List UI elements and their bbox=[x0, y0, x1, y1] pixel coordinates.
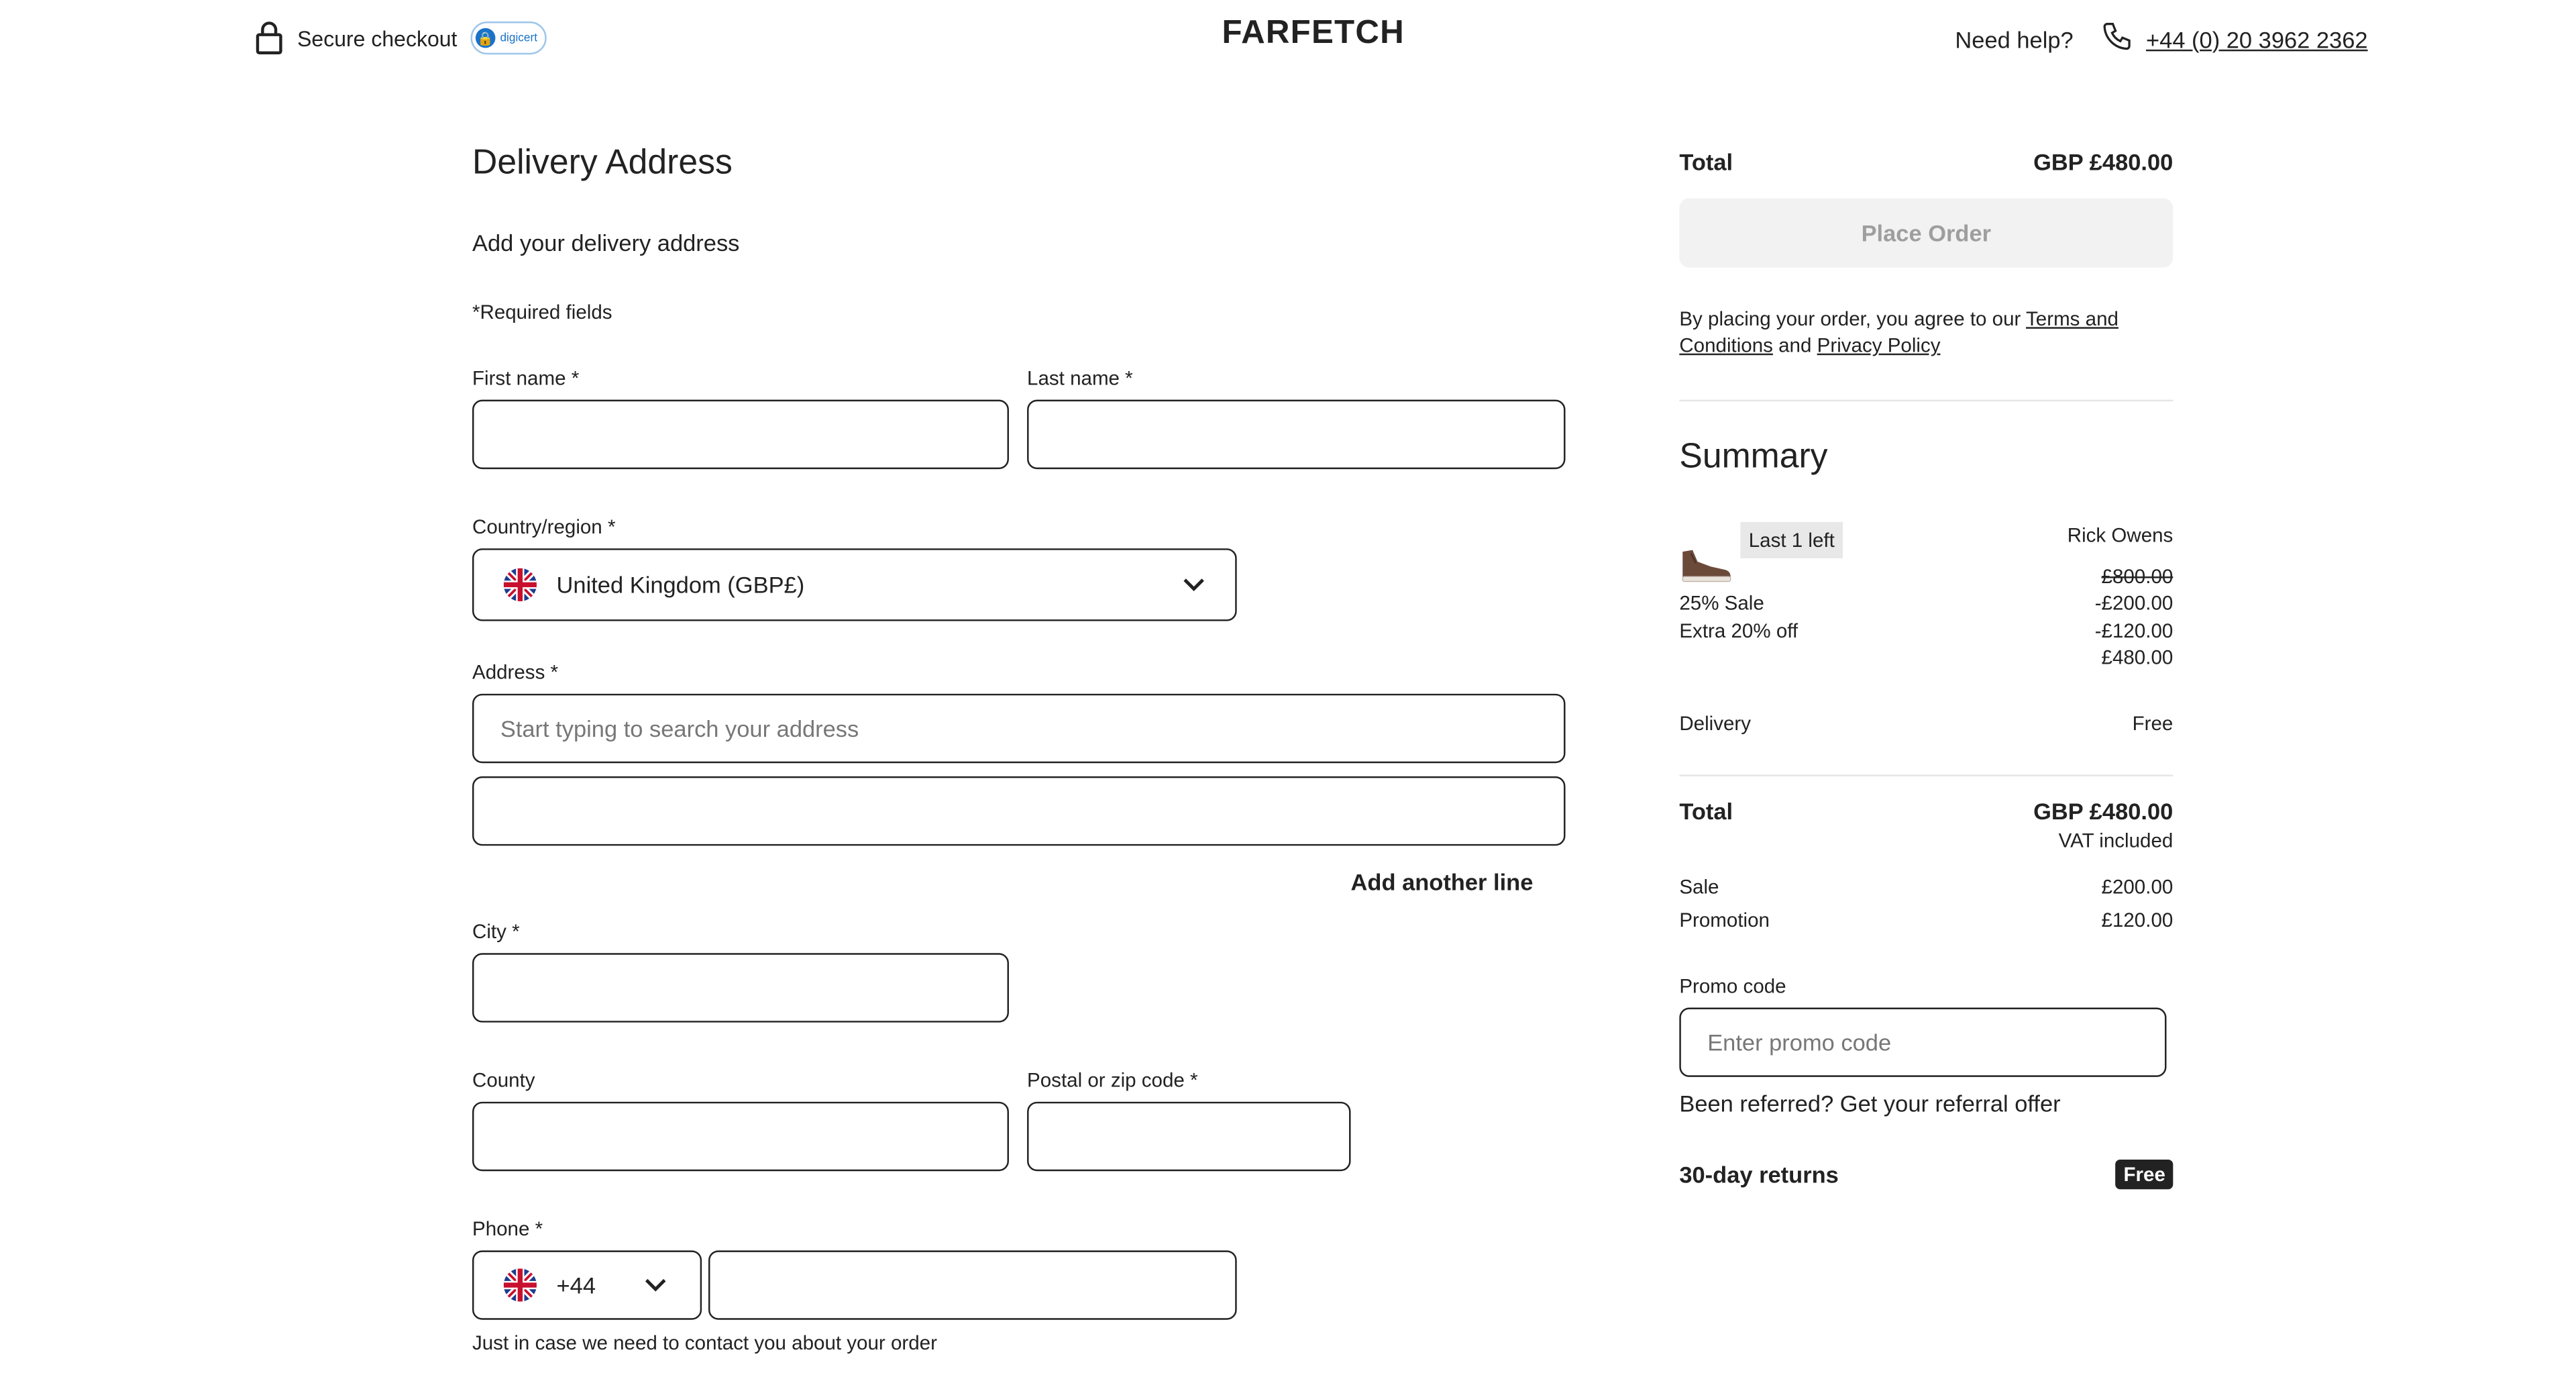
digicert-lock-icon: 🔒 bbox=[476, 28, 496, 48]
country-select[interactable] bbox=[472, 548, 1237, 621]
uk-flag-icon bbox=[504, 568, 537, 601]
last-name-input[interactable] bbox=[1027, 400, 1565, 469]
chevron-down-icon bbox=[644, 1277, 667, 1294]
discount-2-value: -£120.00 bbox=[2094, 619, 2174, 643]
order-total-label: Total bbox=[1679, 148, 1733, 175]
first-name-input[interactable] bbox=[472, 400, 1009, 469]
summary-title: Summary bbox=[1679, 438, 1828, 476]
sale-label: Sale bbox=[1679, 875, 1719, 899]
item-final-price: £480.00 bbox=[2101, 646, 2174, 669]
city-label: City * bbox=[472, 920, 520, 944]
phone-label: Phone * bbox=[472, 1217, 543, 1241]
help-area bbox=[1955, 20, 2367, 58]
privacy-policy-link[interactable]: Privacy Policy bbox=[1817, 334, 1941, 357]
delivery-label: Delivery bbox=[1679, 711, 1752, 735]
sale-value: £200.00 bbox=[2101, 875, 2174, 899]
divider bbox=[1679, 400, 2173, 401]
postal-code-label: Postal or zip code * bbox=[1027, 1068, 1198, 1092]
promo-code-input[interactable] bbox=[1679, 1008, 2166, 1077]
referral-link[interactable]: Been referred? Get your referral offer bbox=[1679, 1090, 2061, 1117]
promo-code-label: Promo code bbox=[1679, 974, 1786, 998]
delivery-value: Free bbox=[2132, 711, 2174, 735]
address-label: Address * bbox=[472, 660, 559, 684]
city-input[interactable] bbox=[472, 953, 1009, 1022]
last-name-label: Last name * bbox=[1027, 366, 1133, 390]
phone-number-input[interactable] bbox=[708, 1250, 1237, 1319]
phone-code-value: +44 bbox=[556, 1272, 596, 1298]
stock-badge: Last 1 left bbox=[1740, 522, 1843, 558]
vat-note: VAT included bbox=[2058, 829, 2174, 853]
terms-text bbox=[1679, 305, 2174, 358]
discount-2-label: Extra 20% off bbox=[1679, 619, 1799, 643]
country-value: United Kingdom (GBP£) bbox=[556, 571, 805, 599]
order-total-value: GBP £480.00 bbox=[2033, 148, 2174, 175]
uk-flag-icon bbox=[504, 1268, 537, 1301]
address-line-2-input[interactable] bbox=[472, 776, 1566, 846]
product-thumbnail[interactable] bbox=[1678, 542, 1734, 593]
country-label: Country/region * bbox=[472, 515, 616, 539]
terms-prefix: By placing your order, you agree to our bbox=[1679, 307, 2027, 331]
summary-total-value: GBP £480.00 bbox=[2033, 797, 2174, 825]
promotion-value: £120.00 bbox=[2101, 908, 2174, 932]
discount-1-label: 25% Sale bbox=[1679, 591, 1764, 615]
chevron-down-icon bbox=[1182, 576, 1205, 593]
need-help-label: Need help? bbox=[1955, 26, 2074, 52]
terms-link[interactable]: Terms and Conditions bbox=[1679, 307, 2118, 357]
page-title: Delivery Address bbox=[472, 144, 733, 182]
form-subtitle: Add your delivery address bbox=[472, 230, 740, 256]
lock-icon bbox=[254, 21, 284, 54]
summary-total-label: Total bbox=[1679, 797, 1733, 825]
phone-hint: Just in case we need to contact you about your order bbox=[472, 1331, 937, 1355]
item-original-price: £800.00 bbox=[2101, 564, 2174, 589]
address-placeholder: Start typing to search your address bbox=[500, 715, 859, 742]
county-label: County bbox=[472, 1068, 535, 1092]
returns-label: 30-day returns bbox=[1679, 1161, 1839, 1188]
divider bbox=[1679, 774, 2173, 776]
promo-code-placeholder: Enter promo code bbox=[1707, 1029, 1892, 1056]
address-search-input[interactable] bbox=[472, 694, 1566, 763]
terms-and: and bbox=[1772, 334, 1817, 357]
first-name-label: First name * bbox=[472, 366, 580, 390]
farfetch-logo[interactable]: FARFETCH bbox=[1222, 15, 1405, 52]
item-brand[interactable]: Rick Owens bbox=[2067, 523, 2174, 547]
postal-code-input[interactable] bbox=[1027, 1102, 1350, 1171]
required-note: *Required fields bbox=[472, 300, 612, 324]
help-phone-link[interactable]: +44 (0) 20 3962 2362 bbox=[2146, 26, 2368, 52]
digicert-label: digicert bbox=[500, 32, 538, 44]
phone-country-code-select[interactable] bbox=[472, 1250, 702, 1319]
returns-free-badge: Free bbox=[2115, 1160, 2174, 1189]
promotion-label: Promotion bbox=[1679, 908, 1770, 932]
add-another-line-button[interactable]: Add another line bbox=[1350, 868, 1534, 896]
secure-checkout-label: Secure checkout bbox=[297, 26, 458, 51]
place-order-button[interactable]: Place Order bbox=[1679, 198, 2173, 267]
county-input[interactable] bbox=[472, 1102, 1009, 1171]
discount-1-value: -£200.00 bbox=[2094, 591, 2174, 615]
secure-checkout bbox=[254, 20, 547, 56]
digicert-badge bbox=[470, 21, 547, 54]
phone-icon bbox=[2100, 20, 2133, 58]
